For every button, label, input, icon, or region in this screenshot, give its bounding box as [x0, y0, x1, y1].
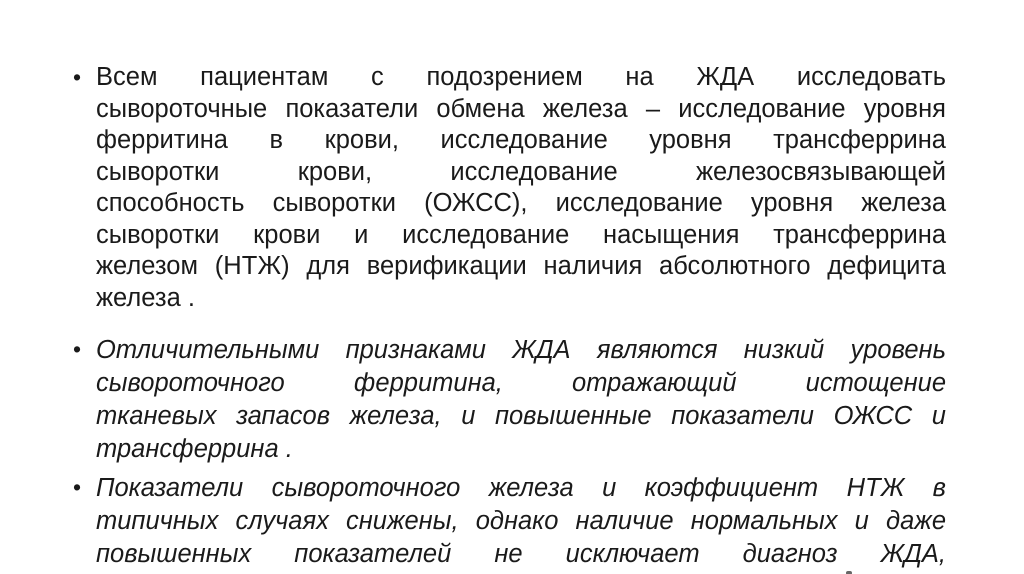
text-line: трансферрина .: [96, 435, 293, 463]
text-line: Всем пациентам с подозрением на ЖДА исследовать: [96, 63, 946, 91]
bullet-marker: •: [73, 336, 82, 362]
bullet-marker: •: [73, 474, 82, 500]
bullet-item-diagnostic-tests: [73, 62, 946, 314]
text-line: Отличительными признаками ЖДА являются низкий уровень: [96, 336, 946, 364]
text-line: сывороточные показатели обмена железа – исследование уровня: [96, 94, 946, 123]
bullet-item-distinguishing-signs: [73, 334, 946, 466]
text-line: способность сыворотки (ОЖСС), исследование уровня железа: [96, 189, 946, 217]
text-line: ферритина в крови, исследование уровня трансферрина: [96, 126, 946, 154]
text-line: типичных случаях снижены, однако наличие нормальных и даже: [96, 507, 946, 535]
text-line: железом (НТЖ) для верификации наличия абсолютного дефицита: [96, 252, 946, 280]
text-line: повышенных показателей не исключает диагноз ЖДА,: [96, 540, 946, 568]
text-line: сыворотки крови и исследование насыщения трансферрина: [96, 220, 946, 249]
bullet-marker: •: [73, 64, 82, 90]
text-line: железа .: [96, 283, 195, 312]
text-line: Показатели сывороточного железа и коэффициент НТЖ в: [96, 474, 946, 502]
text-line: сыворотки крови, исследование железосвязывающей: [96, 157, 946, 186]
bullet-item-serum-iron-note: [73, 472, 946, 571]
text-line: сывороточного ферритина, отражающий истощение: [96, 369, 946, 397]
text-line: тканевых запасов железа, и повышенные показатели ОЖСС и: [96, 402, 946, 430]
